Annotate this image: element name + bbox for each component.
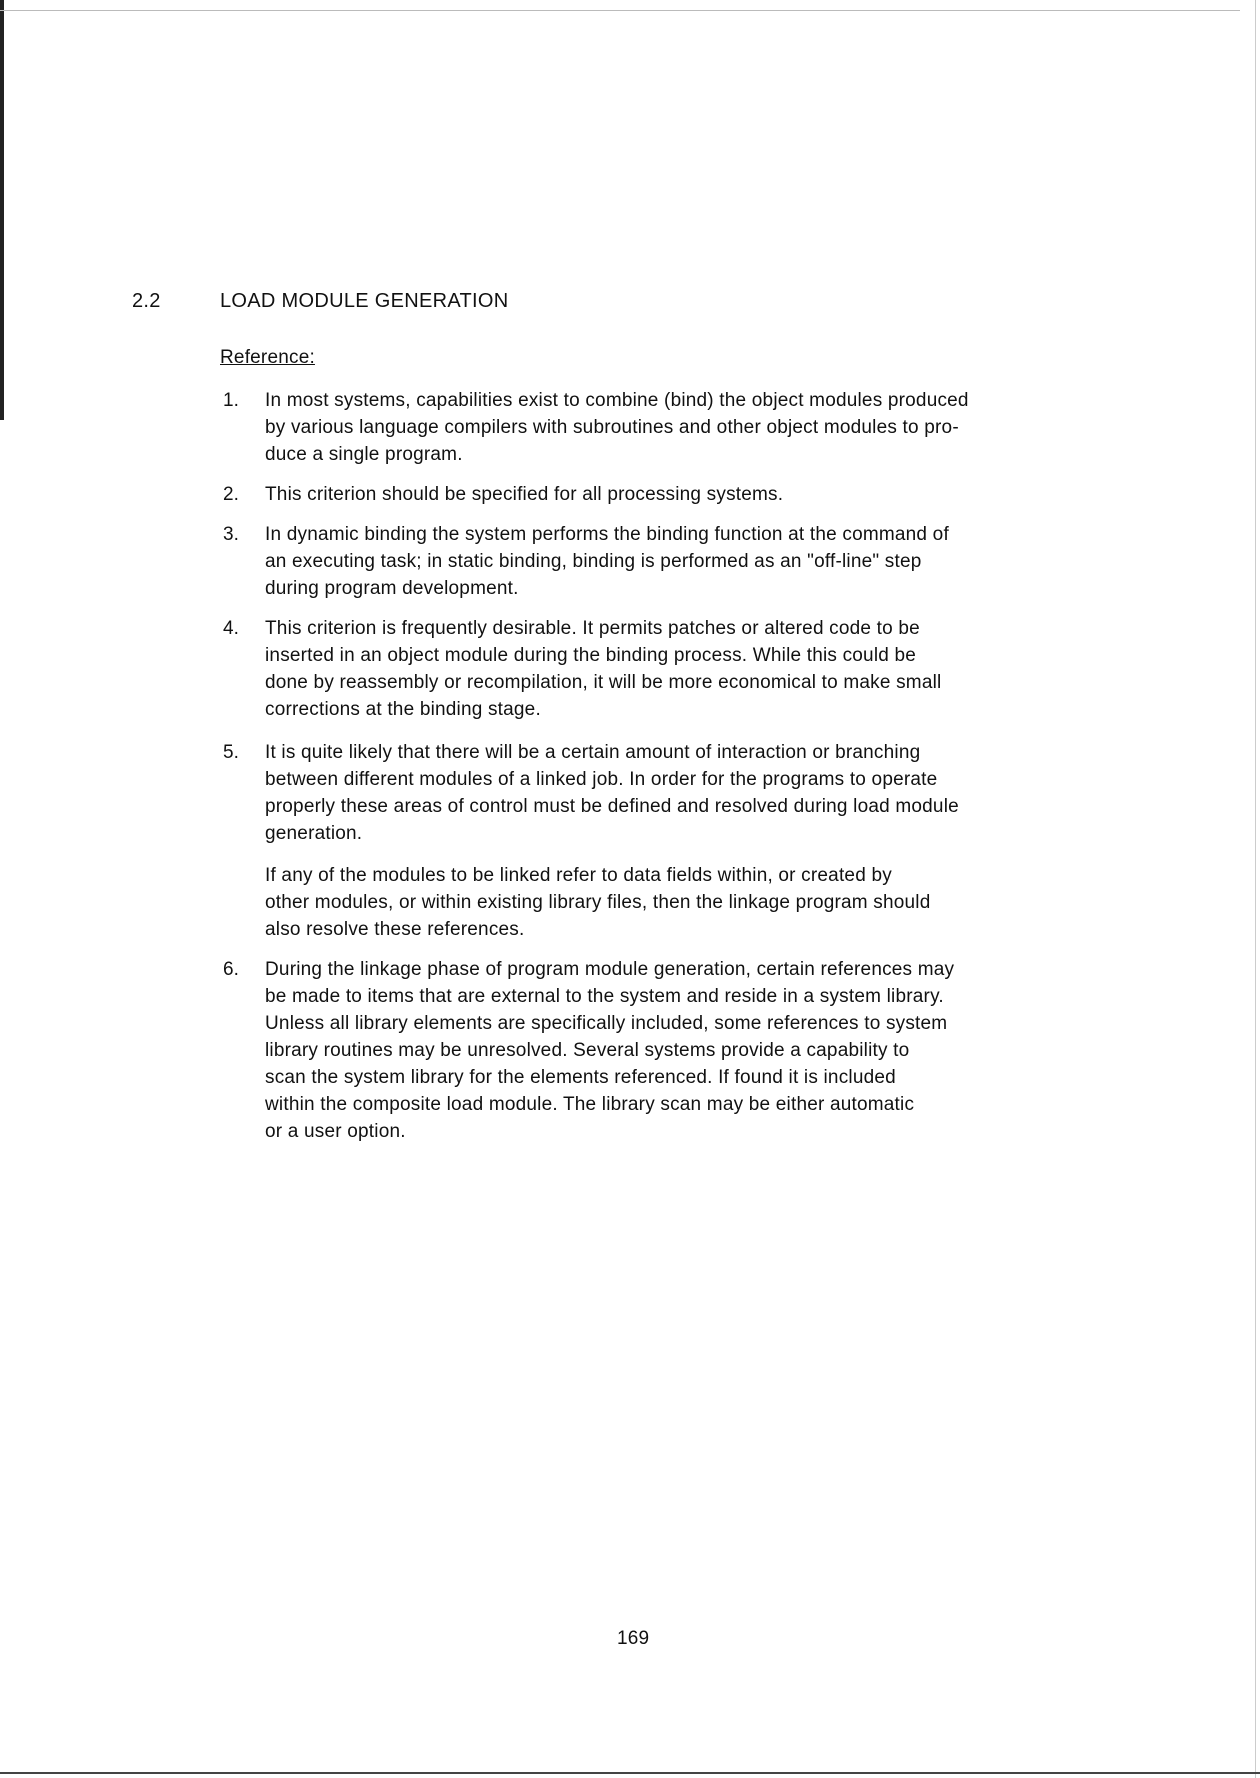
list-item <box>265 739 959 847</box>
list-item-line: during program development. <box>265 578 519 599</box>
scan-edge-top <box>0 10 1240 11</box>
list-item-line: corrections at the binding stage. <box>265 699 541 720</box>
list-item-line: within the composite load module. The library scan may be either automatic <box>265 1094 915 1115</box>
list-item <box>265 615 941 723</box>
list-item-line: In most systems, capabilities exist to combine (bind) the object modules produced <box>265 390 969 411</box>
list-item-line: During the linkage phase of program module generation, certain references may <box>265 959 955 980</box>
list-item-line: be made to items that are external to the system and reside in a system library. <box>265 986 944 1007</box>
list-item-line: If any of the modules to be linked refer to data fields within, or created by <box>265 865 892 886</box>
list-item-line: This criterion is frequently desirable. It permits patches or altered code to be <box>265 618 920 639</box>
list-item-line: It is quite likely that there will be a certain amount of interaction or branching <box>265 742 921 763</box>
list-item-number: 2. <box>223 484 239 505</box>
list-item-line: or a user option. <box>265 1121 406 1142</box>
scan-edge-right <box>1255 0 1256 1778</box>
list-item-line: by various language compilers with subroutines and other object modules to pro- <box>265 417 959 438</box>
scan-edge-left <box>0 0 4 420</box>
list-item-line: This criterion should be specified for all processing systems. <box>265 484 784 505</box>
list-item-number: 6. <box>223 959 239 980</box>
list-item-line: done by reassembly or recompilation, it will be more economical to make small <box>265 672 942 693</box>
list-item <box>265 481 783 508</box>
list-item <box>265 956 954 1145</box>
list-item-number: 1. <box>223 390 239 411</box>
reference-label: Reference: <box>220 347 315 368</box>
list-item-number: 4. <box>223 618 239 639</box>
list-item-line: an executing task; in static binding, binding is performed as an "off-line" step <box>265 551 922 572</box>
list-item-line: generation. <box>265 823 363 844</box>
list-item <box>265 387 969 468</box>
list-item-line: library routines may be unresolved. Several systems provide a capability to <box>265 1040 910 1061</box>
list-item-number: 3. <box>223 524 239 545</box>
list-item-line: properly these areas of control must be defined and resolved during load module <box>265 796 959 817</box>
list-item-line: In dynamic binding the system performs the binding function at the command of <box>265 524 949 545</box>
section-title: LOAD MODULE GENERATION <box>220 290 509 312</box>
list-item-line: other modules, or within existing library files, then the linkage program should <box>265 892 931 913</box>
list-item-number: 5. <box>223 742 239 763</box>
list-item-line: also resolve these references. <box>265 919 525 940</box>
scan-edge-bottom <box>0 1772 1260 1774</box>
list-item-line: scan the system library for the elements referenced. If found it is included <box>265 1067 896 1088</box>
list-item-line: Unless all library elements are specifically included, some references to system <box>265 1013 948 1034</box>
section-number: 2.2 <box>132 290 161 312</box>
list-item <box>265 862 931 943</box>
list-item-line: duce a single program. <box>265 444 463 465</box>
list-item-line: inserted in an object module during the binding process. While this could be <box>265 645 917 666</box>
page-number: 169 <box>617 1628 650 1649</box>
list-item-line: between different modules of a linked job. In order for the programs to operate <box>265 769 938 790</box>
list-item <box>265 521 949 602</box>
